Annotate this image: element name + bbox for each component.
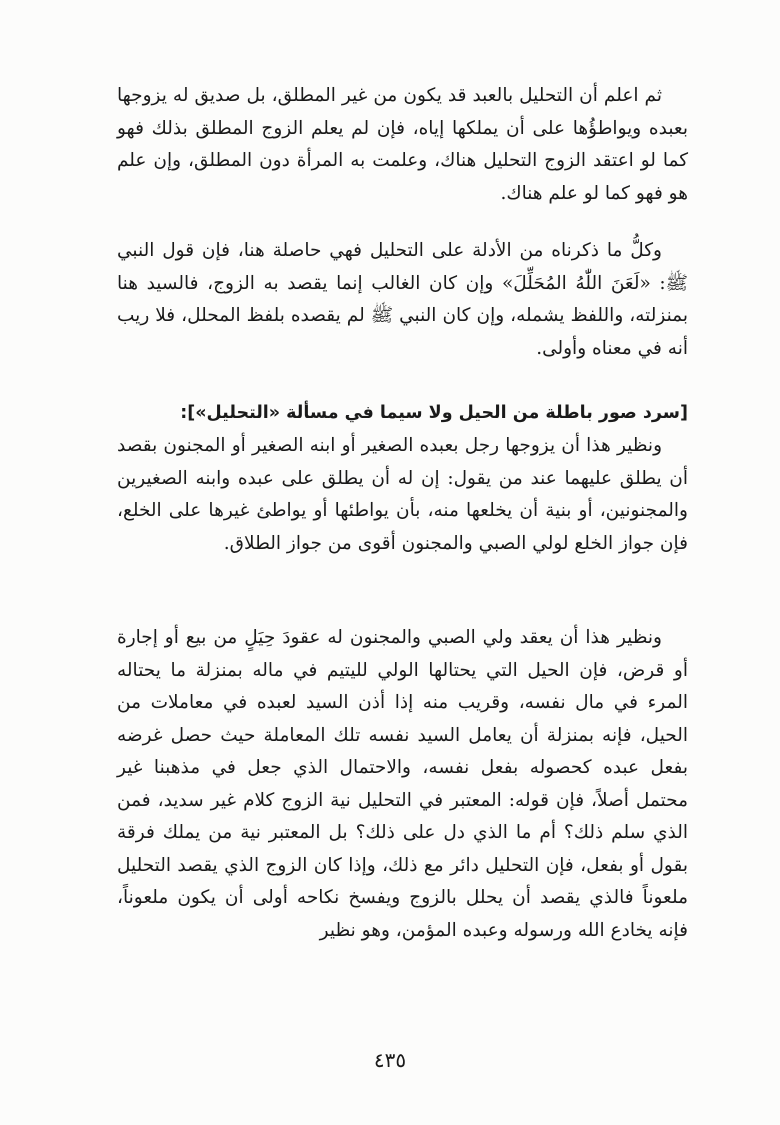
section-heading-text: [سرد صور باطلة من الحيل ولا سيما في مسألة «التحليل»]: bbox=[180, 403, 688, 423]
paragraph-3 bbox=[117, 430, 688, 560]
paragraph-2 bbox=[117, 235, 688, 365]
paragraph-4 bbox=[117, 622, 688, 947]
section-heading bbox=[117, 398, 688, 428]
paragraph-1-text: ثم اعلم أن التحليل بالعبد قد يكون من غير المطلق، بل صديق له يزوجها بعبده ويواطؤُها على أن يملكها إياه، فإن لم يعلم الزوج المطلق بذلك فهو كما لو اعتقد الزوج التحليل هناك، وعلمت به المرأة دون المطلق، وإن علم هو فهو كما لو علم هناك. bbox=[117, 85, 688, 204]
paragraph-3-text: ونظير هذا أن يزوجها رجل بعبده الصغير أو ابنه الصغير أو المجنون بقصد أن يطلق عليهما عند من يقول: إن له أن يطلق على عبده وابنه الصغيرين والمجنونين، أو بنية أن يخلعها منه، بأن يواطئها أو يواطئ غيرها على الخلع، فإن جواز الخلع لولي الصبي والمجنون أقوى من جواز الطلاق. bbox=[117, 435, 688, 554]
page-number: ٤٣٥ bbox=[373, 1048, 407, 1072]
paragraph-2-text: وكلُّ ما ذكرناه من الأدلة على التحليل فهي حاصلة هنا، فإن قول النبي ﷺ: «لَعَنَ اللّٰهُ المُحَلِّلَ» وإن كان الغالب إنما يقصد به الزوج، فالسيد هنا بمنزلته، واللفظ يشمله، وإن كان النبي ﷺ لم يقصده بلفظ المحلل، فلا ريب أنه في معناه وأولى. bbox=[117, 240, 688, 359]
paragraph-4-text: ونظير هذا أن يعقد ولي الصبي والمجنون له عقودَ حِيَلٍ من بيع أو إجارة أو قرض، فإن الحيل التي يحتالها الولي لليتيم في ماله بمنزلة ما يحتاله المرء في مال نفسه، وقريب منه إذا أذن السيد لعبده في معاملات من الحيل، فإنه بمنزلة أن يعامل السيد نفسه تلك المعاملة حيث حصل غرضه بفعل عبده كحصوله بفعل نفسه، والاحتمال الذي جعل في مذهبنا غير محتمل أصلاً، فإن قوله: المعتبر في التحليل نية الزوج كلام غير سديد، فمن الذي سلم ذلك؟ أم ما الذي دل على ذلك؟ بل المعتبر نية من يملك فرقة بقول أو بفعل، فإن التحليل دائر مع ذلك، وإذا كان الزوج الذي يقصد التحليل ملعوناً فالذي يقصد أن يحلل بالزوج ويفسخ نكاحه أولى أن يكون ملعوناً، فإنه يخادع الله ورسوله وعبده المؤمن، وهو نظير bbox=[117, 627, 688, 941]
paragraph-1 bbox=[117, 80, 688, 210]
